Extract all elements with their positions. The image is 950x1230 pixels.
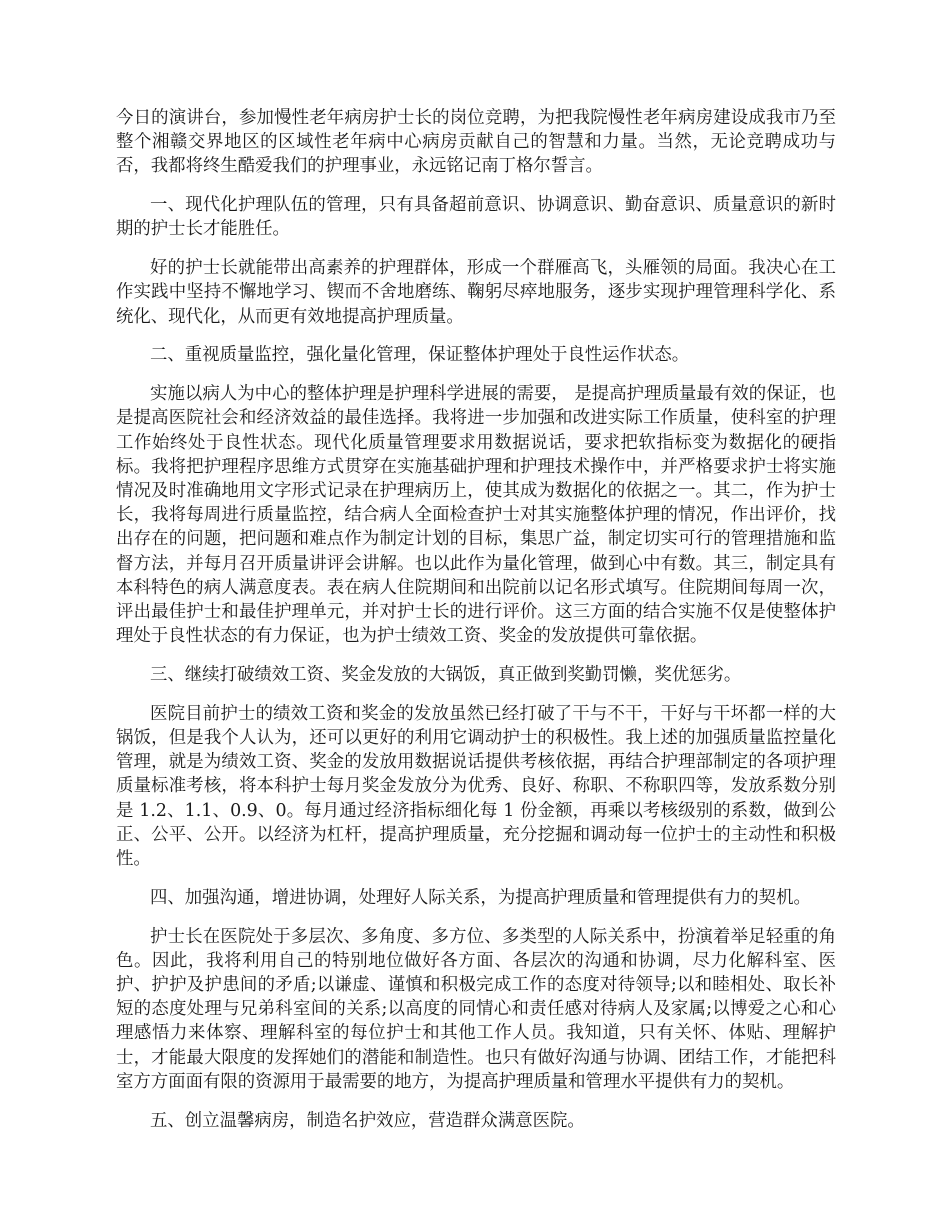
paragraph-opening: 今日的演讲台，参加慢性老年病房护士长的岗位竞聘，为把我院慢性老年病房建设成我市乃至整个湘赣交界地区的区域性老年病中心病房贡献自己的智慧和力量。当然，无论竞聘成功与否，我都将终生酷爱我们的护理事业，永远铭记南丁格尔誓言。	[116, 108, 836, 177]
paragraph-section-1: 好的护士长就能带出高素养的护理群体，形成一个群雁高飞，头雁领的局面。我决心在工作实践中坚持不懈地学习、锲而不舍地磨练、鞠躬尽瘁地服务，逐步实现护理管理科学化、系统化、现代化，从而更有效地提高护理质量。	[116, 258, 836, 327]
heading-section-4: 四、加强沟通，增进协调，处理好人际关系，为提高护理质量和管理提供有力的契机。	[150, 887, 811, 908]
heading-section-2: 二、重视质量监控，强化量化管理，保证整体护理处于良性运作状态。	[150, 345, 690, 366]
paragraph-section-4: 护士长在医院处于多层次、多角度、多方位、多类型的人际关系中，扮演着举足轻重的角色。因此，我将利用自己的特别地位做好各方面、各层次的沟通和协调，尽力化解科室、医护、护护及护患间的矛盾;以谦虚、谨慎和积极完成工作的态度对待领导;以和睦相处、取长补短的态度处理与兄弟科室间的关系;以高度的同情心和责任感对待病人及家属;以博爱之心和心理感悟力来体察、理解科室的每位护士和其他工作人员。我知道，只有关怀、体贴、理解护士，才能最大限度的发挥她们的潜能和制造性。也只有做好沟通与协调、团结工作，才能把科室方方面面有限的资源用于最需要的地方，为提高护理质量和管理水平提供有力的契机。	[116, 926, 836, 1092]
paragraph-section-3: 医院目前护士的绩效工资和奖金的发放虽然已经打破了干与不干，干好与干坏都一样的大锅饭，但是我个人认为，还可以更好的利用它调动护士的积极性。我上述的加强质量监控量化管理，就是为绩效工资、奖金的发放用数据说话提供考核依据，再结合护理部制定的各项护理质量标准考核，将本科护士每月奖金发放分为优秀、良好、称职、不称职四等，发放系数分别是 1.2、1.1、0.9、0。每月通过经济指标细化每 1 份金额，再乘以考核级别的系数，做到公正、公平、公开。以经济为杠杆，提高护理质量，充分挖掘和调动每一位护士的主动性和积极性。	[116, 703, 836, 870]
heading-section-3: 三、继续打破绩效工资、奖金发放的大锅饭，真正做到奖勤罚懒，奖优惩劣。	[150, 665, 742, 686]
heading-section-5: 五、创立温馨病房，制造名护效应，营造群众满意医院。	[150, 1110, 585, 1131]
heading-section-1: 一、现代化护理队伍的管理，只有具备超前意识、协调意识、勤奋意识、质量意识的新时期的护士长才能胜任。	[116, 195, 836, 240]
document-body	[116, 106, 836, 1147]
paragraph-section-2: 实施以病人为中心的整体护理是护理科学进展的需要， 是提高护理质量最有效的保证，也是提高医院社会和经济效益的最佳选择。我将进一步加强和改进实际工作质量，使科室的护理工作始终处于良性状态。现代化质量管理要求用数据说话，要求把软指标变为数据化的硬指标。我将把护理程序思维方式贯穿在实施基础护理和护理技术操作中，并严格要求护士将实施情况及时准确地用文字形式记录在护理病历上，使其成为数据化的依据之一。其二，作为护士长，我将每周进行质量监控，结合病人全面检查护士对其实施整体护理的情况，作出评价，找出存在的问题，把问题和难点作为制定计划的目标，集思广益，制定切实可行的管理措施和监督方法，并每月召开质量讲评会讲解。也以此作为量化管理，做到心中有数。其三，制定具有本科特色的病人满意度表。表在病人住院期间和出院前以记名形式填写。住院期间每周一次，评出最佳护士和最佳护理单元，并对护士长的进行评价。这三方面的结合实施不仅是使整体护理处于良性状态的有力保证，也为护士绩效工资、奖金的发放提供可靠依据。	[116, 384, 836, 647]
